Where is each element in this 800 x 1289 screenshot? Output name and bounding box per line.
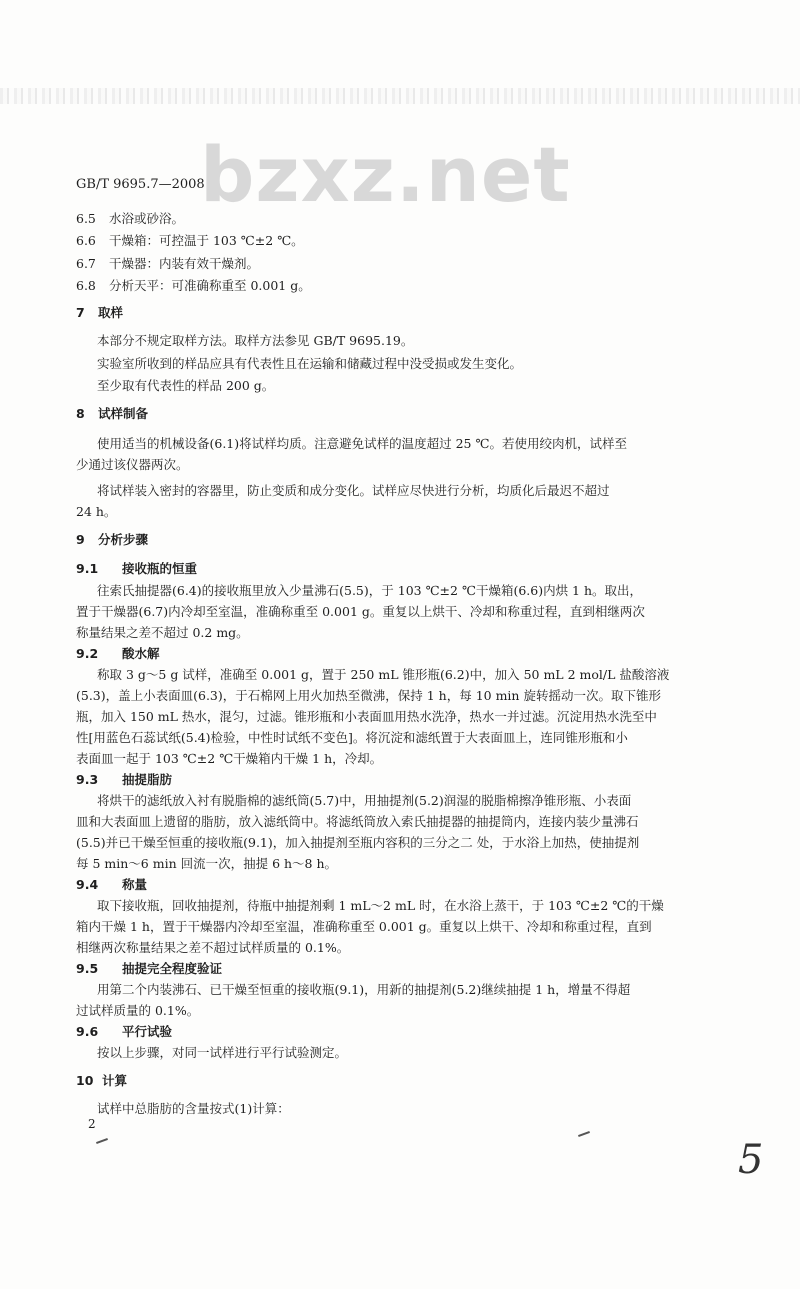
paragraph-line: 皿和大表面皿上遗留的脂肪，放入滤纸筒中。将滤纸筒放入索氏抽提器的抽提筒内，连接内装少量沸石 xyxy=(76,814,639,829)
section-heading xyxy=(76,405,148,423)
item-number: 6.6 xyxy=(76,233,96,248)
paragraph-line: 本部分不规定取样方法。取样方法参见 GB/T 9695.19。 xyxy=(97,333,414,348)
paragraph-line: 至少取有代表性的样品 200 g。 xyxy=(97,378,275,393)
section-number: 9 xyxy=(76,532,85,547)
watermark: bzxz.net xyxy=(200,130,571,219)
paragraph-line: 用第二个内装沸石、已干燥至恒重的接收瓶(9.1)，用新的抽提剂(5.2)继续抽提 1 h，增量不得超 xyxy=(97,982,631,997)
section-heading xyxy=(76,304,123,322)
section-number: 8 xyxy=(76,406,85,421)
paragraph-line: (5.5)并已干燥至恒重的接收瓶(9.1)，加入抽提剂至瓶内容积的三分之二 处，于水浴上加热，使抽提剂 xyxy=(76,835,640,850)
subsection-number: 9.6 xyxy=(76,1024,99,1039)
subsection-heading xyxy=(76,1023,172,1041)
page-number: 2 xyxy=(88,1117,96,1131)
scan-speck xyxy=(96,1138,108,1144)
paragraph-line: 称取 3 g～5 g 试样，准确至 0.001 g，置于 250 mL 锥形瓶(6.2)中，加入 50 mL 2 mol/L 盐酸溶液 xyxy=(97,667,670,682)
list-item xyxy=(76,232,304,250)
subsection-heading xyxy=(76,560,197,578)
item-text: 干燥箱：可控温于 103 ℃±2 ℃。 xyxy=(109,233,304,248)
section-title: 试样制备 xyxy=(98,406,149,421)
paragraph-line: 实验室所收到的样品应具有代表性且在运输和储藏过程中没受损或发生变化。 xyxy=(97,356,523,371)
item-number: 6.8 xyxy=(76,278,96,293)
subsection-number: 9.2 xyxy=(76,646,99,661)
subsection-heading xyxy=(76,645,160,663)
paragraph-line: (5.3)，盖上小表面皿(6.3)，于石棉网上用火加热至微沸，保持 1 h，每 10 min 旋转摇动一次。取下锥形 xyxy=(76,688,661,703)
paragraph-line: 相继两次称量结果之差不超过试样质量的 0.1%。 xyxy=(76,940,350,955)
list-item xyxy=(76,277,311,295)
scan-noise-band xyxy=(0,88,800,104)
subsection-heading xyxy=(76,771,172,789)
paragraph-line: 置于干燥器(6.7)内冷却至室温，准确称重至 0.001 g。重复以上烘干、冷却和称重过程，直到相继两次 xyxy=(76,604,645,619)
section-title: 分析步骤 xyxy=(98,532,149,547)
section-title: 计算 xyxy=(102,1073,128,1088)
list-item xyxy=(76,255,259,273)
subsection-heading xyxy=(76,876,147,894)
paragraph-line: 取下接收瓶，回收抽提剂，待瓶中抽提剂剩 1 mL～2 mL 时，在水浴上蒸干，于 103 ℃±2 ℃的干燥 xyxy=(97,898,664,913)
item-text: 干燥器：内装有效干燥剂。 xyxy=(109,256,260,271)
subsection-title: 称量 xyxy=(122,877,148,892)
paragraph-line: 表面皿一起于 103 ℃±2 ℃干燥箱内干燥 1 h，冷却。 xyxy=(76,751,383,766)
subsection-title: 酸水解 xyxy=(122,646,160,661)
paragraph-line: 按以上步骤，对同一试样进行平行试验测定。 xyxy=(97,1045,348,1060)
item-number: 6.5 xyxy=(76,211,96,226)
subsection-number: 9.3 xyxy=(76,772,99,787)
paragraph-line: 将烘干的滤纸放入衬有脱脂棉的滤纸筒(5.7)中，用抽提剂(5.2)润湿的脱脂棉擦净锥形瓶、小表面 xyxy=(97,793,632,808)
section-number: 10 xyxy=(76,1073,94,1088)
subsection-number: 9.4 xyxy=(76,877,99,892)
paragraph-line: 称量结果之差不超过 0.2 mg。 xyxy=(76,625,249,640)
paragraph-line: 试样中总脂肪的含量按式(1)计算： xyxy=(97,1101,290,1116)
item-text: 水浴或砂浴。 xyxy=(109,211,185,226)
paragraph-line: 少通过该仪器两次。 xyxy=(76,457,189,472)
paragraph-line: 瓶，加入 150 mL 热水，混匀，过滤。锥形瓶和小表面皿用热水洗净，热水一并过滤。沉淀用热水洗至中 xyxy=(76,709,657,724)
section-number: 7 xyxy=(76,305,85,320)
paragraph-line: 箱内干燥 1 h，置于干燥器内冷却至室温，准确称重至 0.001 g。重复以上烘干、冷却和称重过程，直到 xyxy=(76,919,652,934)
item-text: 分析天平：可准确称重至 0.001 g。 xyxy=(109,278,311,293)
section-heading xyxy=(76,1072,127,1090)
paragraph-line: 每 5 min～6 min 回流一次，抽提 6 h～8 h。 xyxy=(76,856,338,871)
section-title: 取样 xyxy=(98,305,124,320)
standard-code: GB/T 9695.7—2008 xyxy=(76,177,205,192)
paragraph-line: 将试样装入密封的容器里，防止变质和成分变化。试样应尽快进行分析，均质化后最迟不超过 xyxy=(97,483,610,498)
scan-speck xyxy=(578,1131,590,1137)
subsection-number: 9.1 xyxy=(76,561,99,576)
paragraph-line: 往索氏抽提器(6.4)的接收瓶里放入少量沸石(5.5)，于 103 ℃±2 ℃干燥箱(6.6)内烘 1 h。取出， xyxy=(97,583,643,598)
subsection-heading xyxy=(76,960,222,978)
handwritten-mark: 5 xyxy=(738,1137,764,1183)
list-item xyxy=(76,210,184,228)
item-number: 6.7 xyxy=(76,256,96,271)
subsection-title: 接收瓶的恒重 xyxy=(122,561,198,576)
paragraph-line: 过试样质量的 0.1%。 xyxy=(76,1003,200,1018)
paragraph-line: 24 h。 xyxy=(76,504,117,519)
subsection-title: 抽提脂肪 xyxy=(122,772,173,787)
subsection-title: 抽提完全程度验证 xyxy=(122,961,223,976)
subsection-title: 平行试验 xyxy=(122,1024,173,1039)
paragraph-line: 使用适当的机械设备(6.1)将试样均质。注意避免试样的温度超过 25 ℃。若使用绞肉机，试样至 xyxy=(97,436,627,451)
paragraph-line: 性[用蓝色石蕊试纸(5.4)检验，中性时试纸不变色]。将沉淀和滤纸置于大表面皿上，连同锥形瓶和小 xyxy=(76,730,628,745)
subsection-number: 9.5 xyxy=(76,961,99,976)
section-heading xyxy=(76,531,148,549)
